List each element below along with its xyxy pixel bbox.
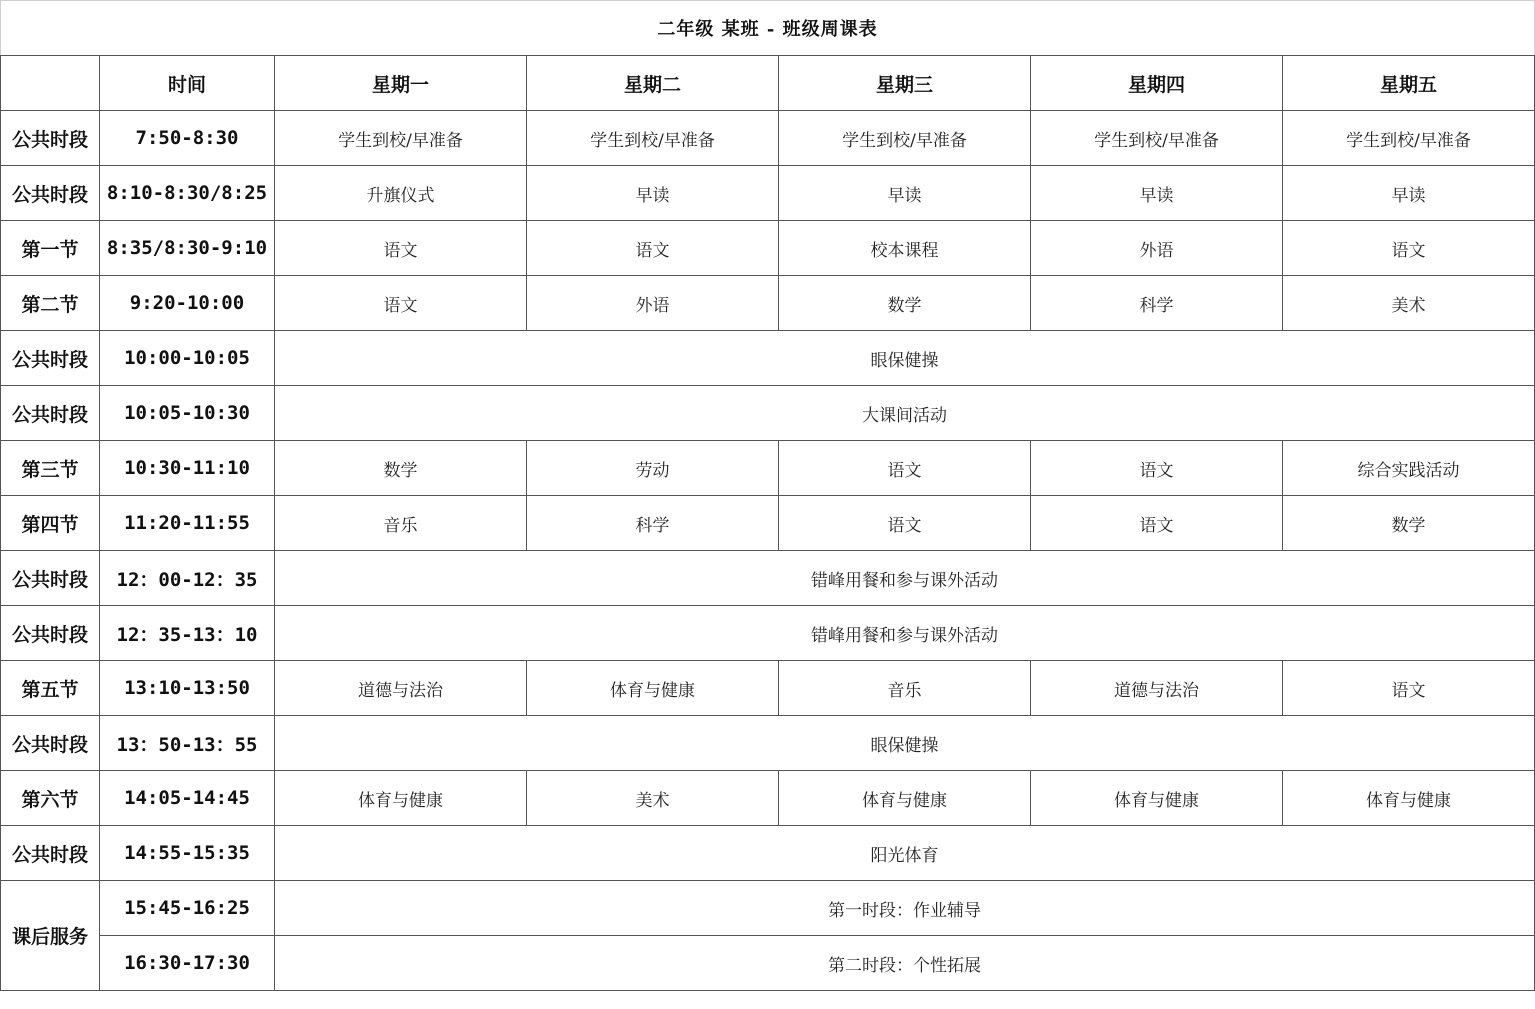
- schedule-row: [1, 441, 1535, 496]
- course-cell: 体育与健康: [779, 771, 1031, 826]
- header-row: [1, 56, 1535, 111]
- after-school-content: 第二时段：个性拓展: [275, 936, 1535, 991]
- period-label: 第六节: [1, 771, 100, 826]
- merged-activity-cell: 眼保健操: [275, 716, 1535, 771]
- course-cell: 道德与法治: [1031, 661, 1283, 716]
- period-time: 10:30-11:10: [100, 441, 275, 496]
- course-cell: 外语: [1031, 221, 1283, 276]
- course-cell: 语文: [1283, 661, 1535, 716]
- course-cell: 外语: [527, 276, 779, 331]
- period-label: 第二节: [1, 276, 100, 331]
- header-day-mon: 星期一: [275, 56, 527, 111]
- schedule-row: [1, 826, 1535, 881]
- course-cell: 综合实践活动: [1283, 441, 1535, 496]
- header-time: 时间: [100, 56, 275, 111]
- period-label: 公共时段: [1, 386, 100, 441]
- course-cell: 体育与健康: [275, 771, 527, 826]
- corner-cell: [1, 56, 100, 111]
- schedule-row: [1, 386, 1535, 441]
- course-cell: 科学: [527, 496, 779, 551]
- period-label: 第一节: [1, 221, 100, 276]
- schedule-row: [1, 276, 1535, 331]
- period-label: 公共时段: [1, 826, 100, 881]
- course-cell: 校本课程: [779, 221, 1031, 276]
- course-cell: 语文: [527, 221, 779, 276]
- after-school-row: [1, 881, 1535, 936]
- after-school-time: 16:30-17:30: [100, 936, 275, 991]
- period-time: 11:20-11:55: [100, 496, 275, 551]
- period-label: 第四节: [1, 496, 100, 551]
- schedule-row: [1, 331, 1535, 386]
- schedule-row: [1, 111, 1535, 166]
- course-cell: 学生到校/早准备: [527, 111, 779, 166]
- schedule-row: [1, 661, 1535, 716]
- period-label: 公共时段: [1, 166, 100, 221]
- course-cell: 语文: [779, 441, 1031, 496]
- course-cell: 语文: [1031, 441, 1283, 496]
- course-cell: 学生到校/早准备: [1283, 111, 1535, 166]
- period-time: 9:20-10:00: [100, 276, 275, 331]
- period-label: 第三节: [1, 441, 100, 496]
- period-time: 12：35-13：10: [100, 606, 275, 661]
- period-time: 10:00-10:05: [100, 331, 275, 386]
- course-cell: 早读: [1031, 166, 1283, 221]
- period-label: 公共时段: [1, 606, 100, 661]
- header-day-wed: 星期三: [779, 56, 1031, 111]
- merged-activity-cell: 眼保健操: [275, 331, 1535, 386]
- course-cell: 学生到校/早准备: [275, 111, 527, 166]
- course-cell: 数学: [275, 441, 527, 496]
- merged-activity-cell: 大课间活动: [275, 386, 1535, 441]
- course-cell: 音乐: [275, 496, 527, 551]
- course-cell: 语文: [275, 221, 527, 276]
- after-school-time: 15:45-16:25: [100, 881, 275, 936]
- course-cell: 数学: [1283, 496, 1535, 551]
- schedule-row: [1, 166, 1535, 221]
- course-cell: 数学: [779, 276, 1031, 331]
- course-cell: 体育与健康: [1283, 771, 1535, 826]
- period-label: 公共时段: [1, 111, 100, 166]
- schedule-row: [1, 606, 1535, 661]
- header-day-fri: 星期五: [1283, 56, 1535, 111]
- merged-activity-cell: 阳光体育: [275, 826, 1535, 881]
- after-school-label: 课后服务: [1, 881, 100, 991]
- period-time: 13：50-13：55: [100, 716, 275, 771]
- period-time: 7:50-8:30: [100, 111, 275, 166]
- course-cell: 美术: [1283, 276, 1535, 331]
- course-cell: 美术: [527, 771, 779, 826]
- period-time: 13:10-13:50: [100, 661, 275, 716]
- after-school-row: [1, 936, 1535, 991]
- period-time: 12：00-12：35: [100, 551, 275, 606]
- merged-activity-cell: 错峰用餐和参与课外活动: [275, 551, 1535, 606]
- course-cell: 早读: [779, 166, 1031, 221]
- period-time: 8:10-8:30/8:25: [100, 166, 275, 221]
- period-label: 公共时段: [1, 716, 100, 771]
- header-day-tue: 星期二: [527, 56, 779, 111]
- course-cell: 语文: [1031, 496, 1283, 551]
- course-cell: 语文: [779, 496, 1031, 551]
- period-label: 公共时段: [1, 551, 100, 606]
- course-cell: 体育与健康: [1031, 771, 1283, 826]
- course-cell: 道德与法治: [275, 661, 527, 716]
- course-cell: 早读: [527, 166, 779, 221]
- course-cell: 语文: [1283, 221, 1535, 276]
- schedule-row: [1, 716, 1535, 771]
- schedule-row: [1, 496, 1535, 551]
- course-cell: 语文: [275, 276, 527, 331]
- course-cell: 升旗仪式: [275, 166, 527, 221]
- header-day-thu: 星期四: [1031, 56, 1283, 111]
- period-time: 14:05-14:45: [100, 771, 275, 826]
- course-cell: 体育与健康: [527, 661, 779, 716]
- course-cell: 音乐: [779, 661, 1031, 716]
- course-cell: 学生到校/早准备: [1031, 111, 1283, 166]
- period-time: 14:55-15:35: [100, 826, 275, 881]
- schedule-row: [1, 221, 1535, 276]
- schedule-row: [1, 771, 1535, 826]
- period-label: 第五节: [1, 661, 100, 716]
- course-cell: 科学: [1031, 276, 1283, 331]
- period-label: 公共时段: [1, 331, 100, 386]
- schedule-row: [1, 551, 1535, 606]
- merged-activity-cell: 错峰用餐和参与课外活动: [275, 606, 1535, 661]
- title-row: [1, 1, 1535, 56]
- after-school-content: 第一时段：作业辅导: [275, 881, 1535, 936]
- course-cell: 早读: [1283, 166, 1535, 221]
- timetable-title: 二年级 某班 - 班级周课表: [1, 1, 1535, 56]
- course-cell: 劳动: [527, 441, 779, 496]
- period-time: 10:05-10:30: [100, 386, 275, 441]
- course-cell: 学生到校/早准备: [779, 111, 1031, 166]
- period-time: 8:35/8:30-9:10: [100, 221, 275, 276]
